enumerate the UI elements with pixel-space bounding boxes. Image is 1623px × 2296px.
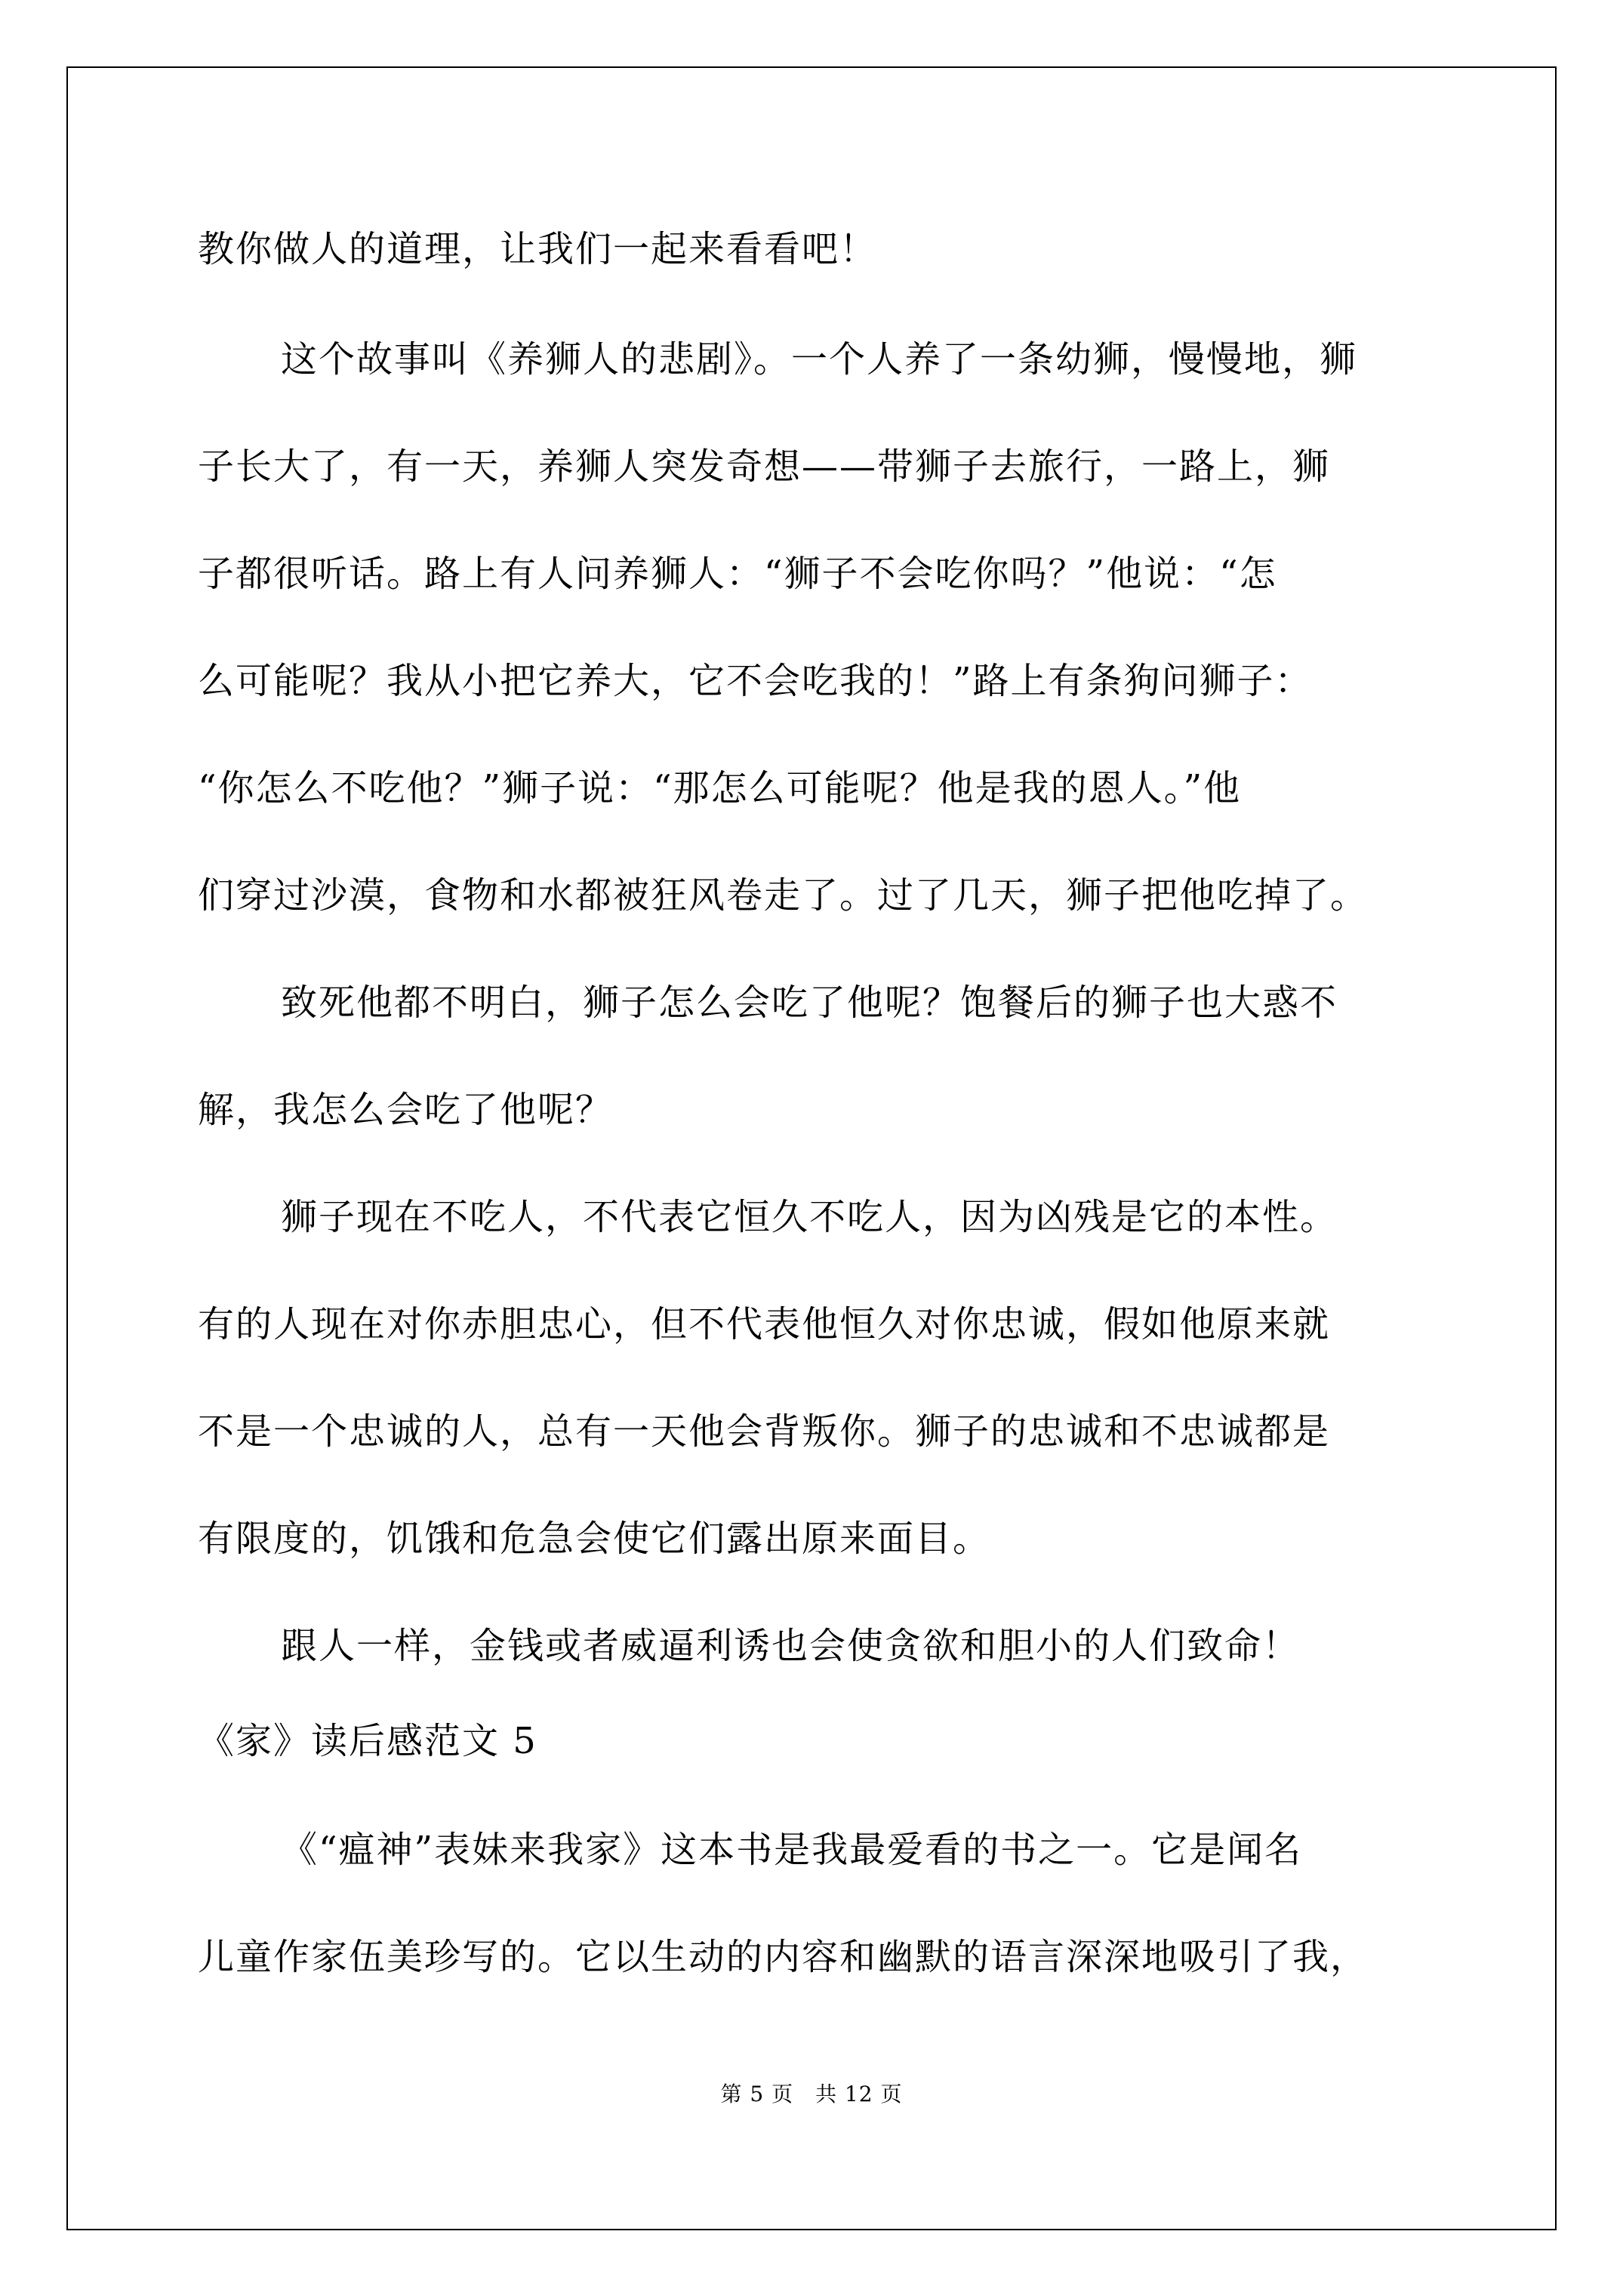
text-line: 狮子现在不吃人，不代表它恒久不吃人，因为凶残是它的本性。 [281, 1196, 1338, 1238]
text-line: 子都很听话。路上有人问养狮人：“狮子不会吃你吗？”他说：“怎 [198, 553, 1277, 595]
text-line: 致死他都不明白，狮子怎么会吃了他呢？饱餐后的狮子也大惑不 [281, 982, 1338, 1024]
text-line: 教你做人的道理，让我们一起来看看吧！ [198, 228, 878, 270]
text-line: 么可能呢？我从小把它养大，它不会吃我的！”路上有条狗问狮子： [198, 660, 1313, 702]
text-line: 跟人一样，金钱或者威逼利诱也会使贪欲和胆小的人们致命！ [281, 1625, 1301, 1667]
text-line: 这个故事叫《养狮人的悲剧》。一个人养了一条幼狮，慢慢地，狮 [281, 338, 1358, 381]
text-line: 《“瘟神”表妹来我家》这本书是我最爱看的书之一。它是闻名 [281, 1829, 1303, 1871]
text-line: “你怎么不吃他？”狮子说：“那怎么可能呢？他是我的恩人。”他 [198, 767, 1242, 809]
page-number: 第 5 页 共 12 页 [720, 2082, 903, 2106]
text-line: 有的人现在对你赤胆忠心，但不代表他恒久对你忠诚，假如他原来就 [198, 1303, 1331, 1345]
section-heading: 《家》读后感范文 5 [198, 1720, 537, 1762]
text-line: 子长大了，有一天，养狮人突发奇想——带狮子去旅行，一路上，狮 [198, 445, 1331, 488]
text-line: 儿童作家伍美珍写的。它以生动的内容和幽默的语言深深地吸引了我， [198, 1936, 1369, 1978]
text-line: 不是一个忠诚的人，总有一天他会背叛你。狮子的忠诚和不忠诚都是 [198, 1410, 1331, 1453]
page-frame [66, 66, 1557, 2230]
text-line: 们穿过沙漠，食物和水都被狂风卷走了。过了几天，狮子把他吃掉了。 [198, 874, 1369, 917]
text-line: 有限度的，饥饿和危急会使它们露出原来面目。 [198, 1518, 991, 1560]
text-line: 解，我怎么会吃了他呢？ [198, 1089, 614, 1131]
